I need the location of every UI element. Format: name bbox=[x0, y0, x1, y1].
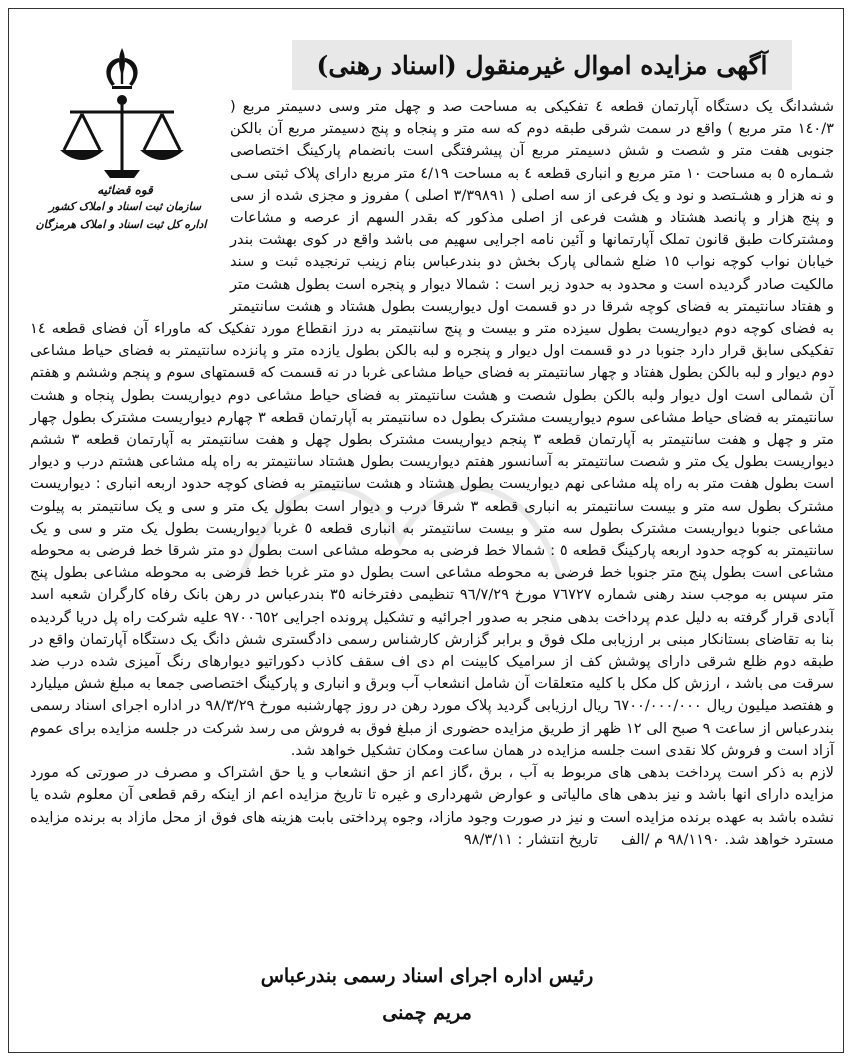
page-title: آگهی مزایده اموال غیرمنقول (اسناد رهنی) bbox=[316, 50, 768, 80]
reference-number: ٩٨/١١٩٠ م /الف bbox=[620, 830, 720, 848]
body-paragraph-2-text: لازم به ذکر است پرداخت بدهی های مربوط به آب ، برق ،گاز اعم از حق انشعاب و یا حق اشتراک و مصرف در صورتی که مورد مزایده دارای انها باشد و نیز بدهی های مالیاتی و عوارض شهرداری و غیره تا تاریخ مزایده اعم از اینکه رقم قطعی آن معلوم شده یا نشده باشد به عهده برنده مزایده است و نیز در صورت وجود مازاد، وجوه پرداختی بابت هزینه های فوق از محل مازاد به برنده مزایده مسترد خواهد شد. bbox=[30, 764, 834, 848]
signature-name: مریم چمنی bbox=[382, 1002, 472, 1024]
emblem-caption-organization: سازمان ثبت اسناد و املاک کشور bbox=[48, 200, 202, 213]
body-paragraph-1: ششدانگ یک دستگاه آپارتمان قطعه ٤ تفکیکی به مساحت صد و چهل متر وسی دسیمتر مربع ( ١٤٠/٣ متر مربع ) واقع در سمت شرقی طبقه دوم که سه متر و پنجاه و پنج دسیمتر مربع آن بالکن جنوبی هفت متر و شصت و شش دسیمتر مربع آن پیشرفتگی است بانضمام پارکینگ اختصاصی شـماره ٥ به مساحت ١٠ متر مربع و انباری قطعه ٤ به مساحت ٤/١٩ متر مربع دارای پلاک ثبتی سـی و نه هزار و هشـتصد و نود و یک فرعی از سه اصلی ( ٣/٣٩٨٩١ اصلی ) مفروز و مجزی شده از سی و پنج هزار و پانصد هشتاد و هشت فرعی از اصلی مذکور که بقدر السهم از عرصه و مشاعات ومشترکات طبق قانون تملک آپارتمانها و آئین نامه اجرایی سهیم می باشد واقع در کوی بهشت بندر خیابان نواب کوچه نواب ١٥ ضلع شمالی پارک بخش دو بندرعباس بنام زینب ترنجیده ثبت و سند مالکیت صادر گردیده است و محدود به حدود زیر است : شمالا دیوار و پنجره است بطول هشت متر و هفتاد سانتیمتر به فضای کوچه شرقا در دو قسمت اول دیواریست بطول هشتاد و هشت سانتیمتر به فضای کوچه دوم دیواریست بطول سیزده متر و بیست و پنج سانتیمتر به درز انقطاع مورد تفکیک که ماوراء آن فضای قطعه ١٤ تفکیکی سابق قرار دارد جنوبا در دو قسمت اول دیوار و پنجره و لبه بالکن بطول یازده متر و پانزده سانتیمتر به فضای حیاط مشاعی دوم دیوار و لبه بالکن بطول هفتاد و چهار سانتیمتر به فضای حیاط مشاعی غربا در نه قسمت که قسمتهای سوم و پنجم وششم و هفتم آن شمالی است اول دیوار ولبه بالکن بطول شصت و هشت سانتیمتر به فضای حیاط مشاعی دوم دیواریست بطول پنجاه و هشت سانتیمتر به فضای حیاط مشاعی سوم دیواریست مشترک بطول ده سانتیمتر به آپارتمان قطعه ٣ چهارم دیواریست مشترک بطول چهار متر و چهل و هفت سانتیمتر به آپارتمان قطعه ٣ پنجم دیواریست مشترک بطول چهل و هفت سانتیمتر به آپارتمان قطعه ٣ ششم دیواریست بطول یک متر و شصت سانتیمتر به آسانسور هفتم دیواریست بطول هشتاد سانتیمتر به راه پله مشاعی هشتم درب و دیوار است بطول هفت متر به راه پله مشاعی نهم دیواریست بطول هشتاد و هشت سانتیمتر به فضای کوچه حدود اربعه انباری : دیواریست مشترک بطول سه متر و بیست سانتیمتر به انباری قطعه ٣ شرقا درب و دیوار است بطول یک متر و سی و یک سانتیمتر به پیلوت مشاعی جنوبا دیواریست مشترک بطول سه متر و بیست سانتیمتر به انباری قطعه ٥ غربا دیواریست بطول یک متر و سی و یک سانتیمتر به کوچه حدود اربعه پارکینگ قطعه ٥ : شمالا خط فرضی به محوطه مشاعی است بطول دو متر شرقا خط فرضی به محوطه مشاعی است بطول پنج متر جنوبا خط فرضی به محوطه مشاعی است بطول دو متر غربا خط فرضی به محوطه مشاعی بطول پنج متر سپس به موجب سند رهنی شماره ٧٦٧٢٧ مورخ ٩٦/٧/٢٩ تنظیمی دفترخانه ٣٥ بندرعباس در رهن بانک رفاه کارگران شعبه اسد آبادی قرار گرفته به دلیل عدم پرداخت بدهی منجر به صدور اجرائیه و تشکیل پرونده اجرایی ٩٧٠٠٦٥٢ علیه شرکت راه پل دریا گردیده بنا به تقاضای بستانکار مبنی بر ارزیابی ملک فوق و برابر گزارش کارشناس رسمی دادگستری شش دانگ یک دستگاه آپارتمان واقع در طبقه دوم ظلع شرقی دارای پوشش کف از سرامیک کابینت ام دی اف سقف کاذب دکوراتیو دیوارهای رنگ آمیزی شده درب ضد سرقت می باشد ، ارزش کل مکل با کلیه متعلقات آن شامل انشعاب آب وبرق و انباری و پارکینگ اختصاصی جمعا به مبلغ شش میلیارد و هفتصد میلیون ریال ٦٧٠٠/٠٠٠/٠٠٠ ریال ارزیابی گردید پلاک مورد رهن در روز چهارشنبه مورخ ٩٨/٣/٢٩ در اداره اجرای اسناد رسمی بندرعباس از ساعت ٩ صبح الی ١٢ ظهر از طریق مزایده حضوری از مبلغ فوق به فروش می رسد شرکت در جلسه مزایده برای عموم آزاد است و فروش کلا نقدی است جلسه مزایده در همان ساعت ومکان تشکیل خواهد شد. bbox=[30, 98, 835, 759]
signature-title: رئیس اداره اجرای اسناد رسمی بندرعباس bbox=[260, 965, 594, 987]
emblem-spacer bbox=[30, 96, 230, 308]
publish-date: تاریخ انتشار : ٩٨/٣/١١ bbox=[463, 830, 598, 848]
body-paragraph-2 bbox=[30, 762, 834, 851]
emblem-caption-judiciary: قوه قضائیه bbox=[97, 183, 153, 197]
announcement-body bbox=[30, 96, 834, 851]
emblem-caption-office: اداره کل ثبت اسناد و املاک هرمزگان bbox=[35, 218, 207, 231]
